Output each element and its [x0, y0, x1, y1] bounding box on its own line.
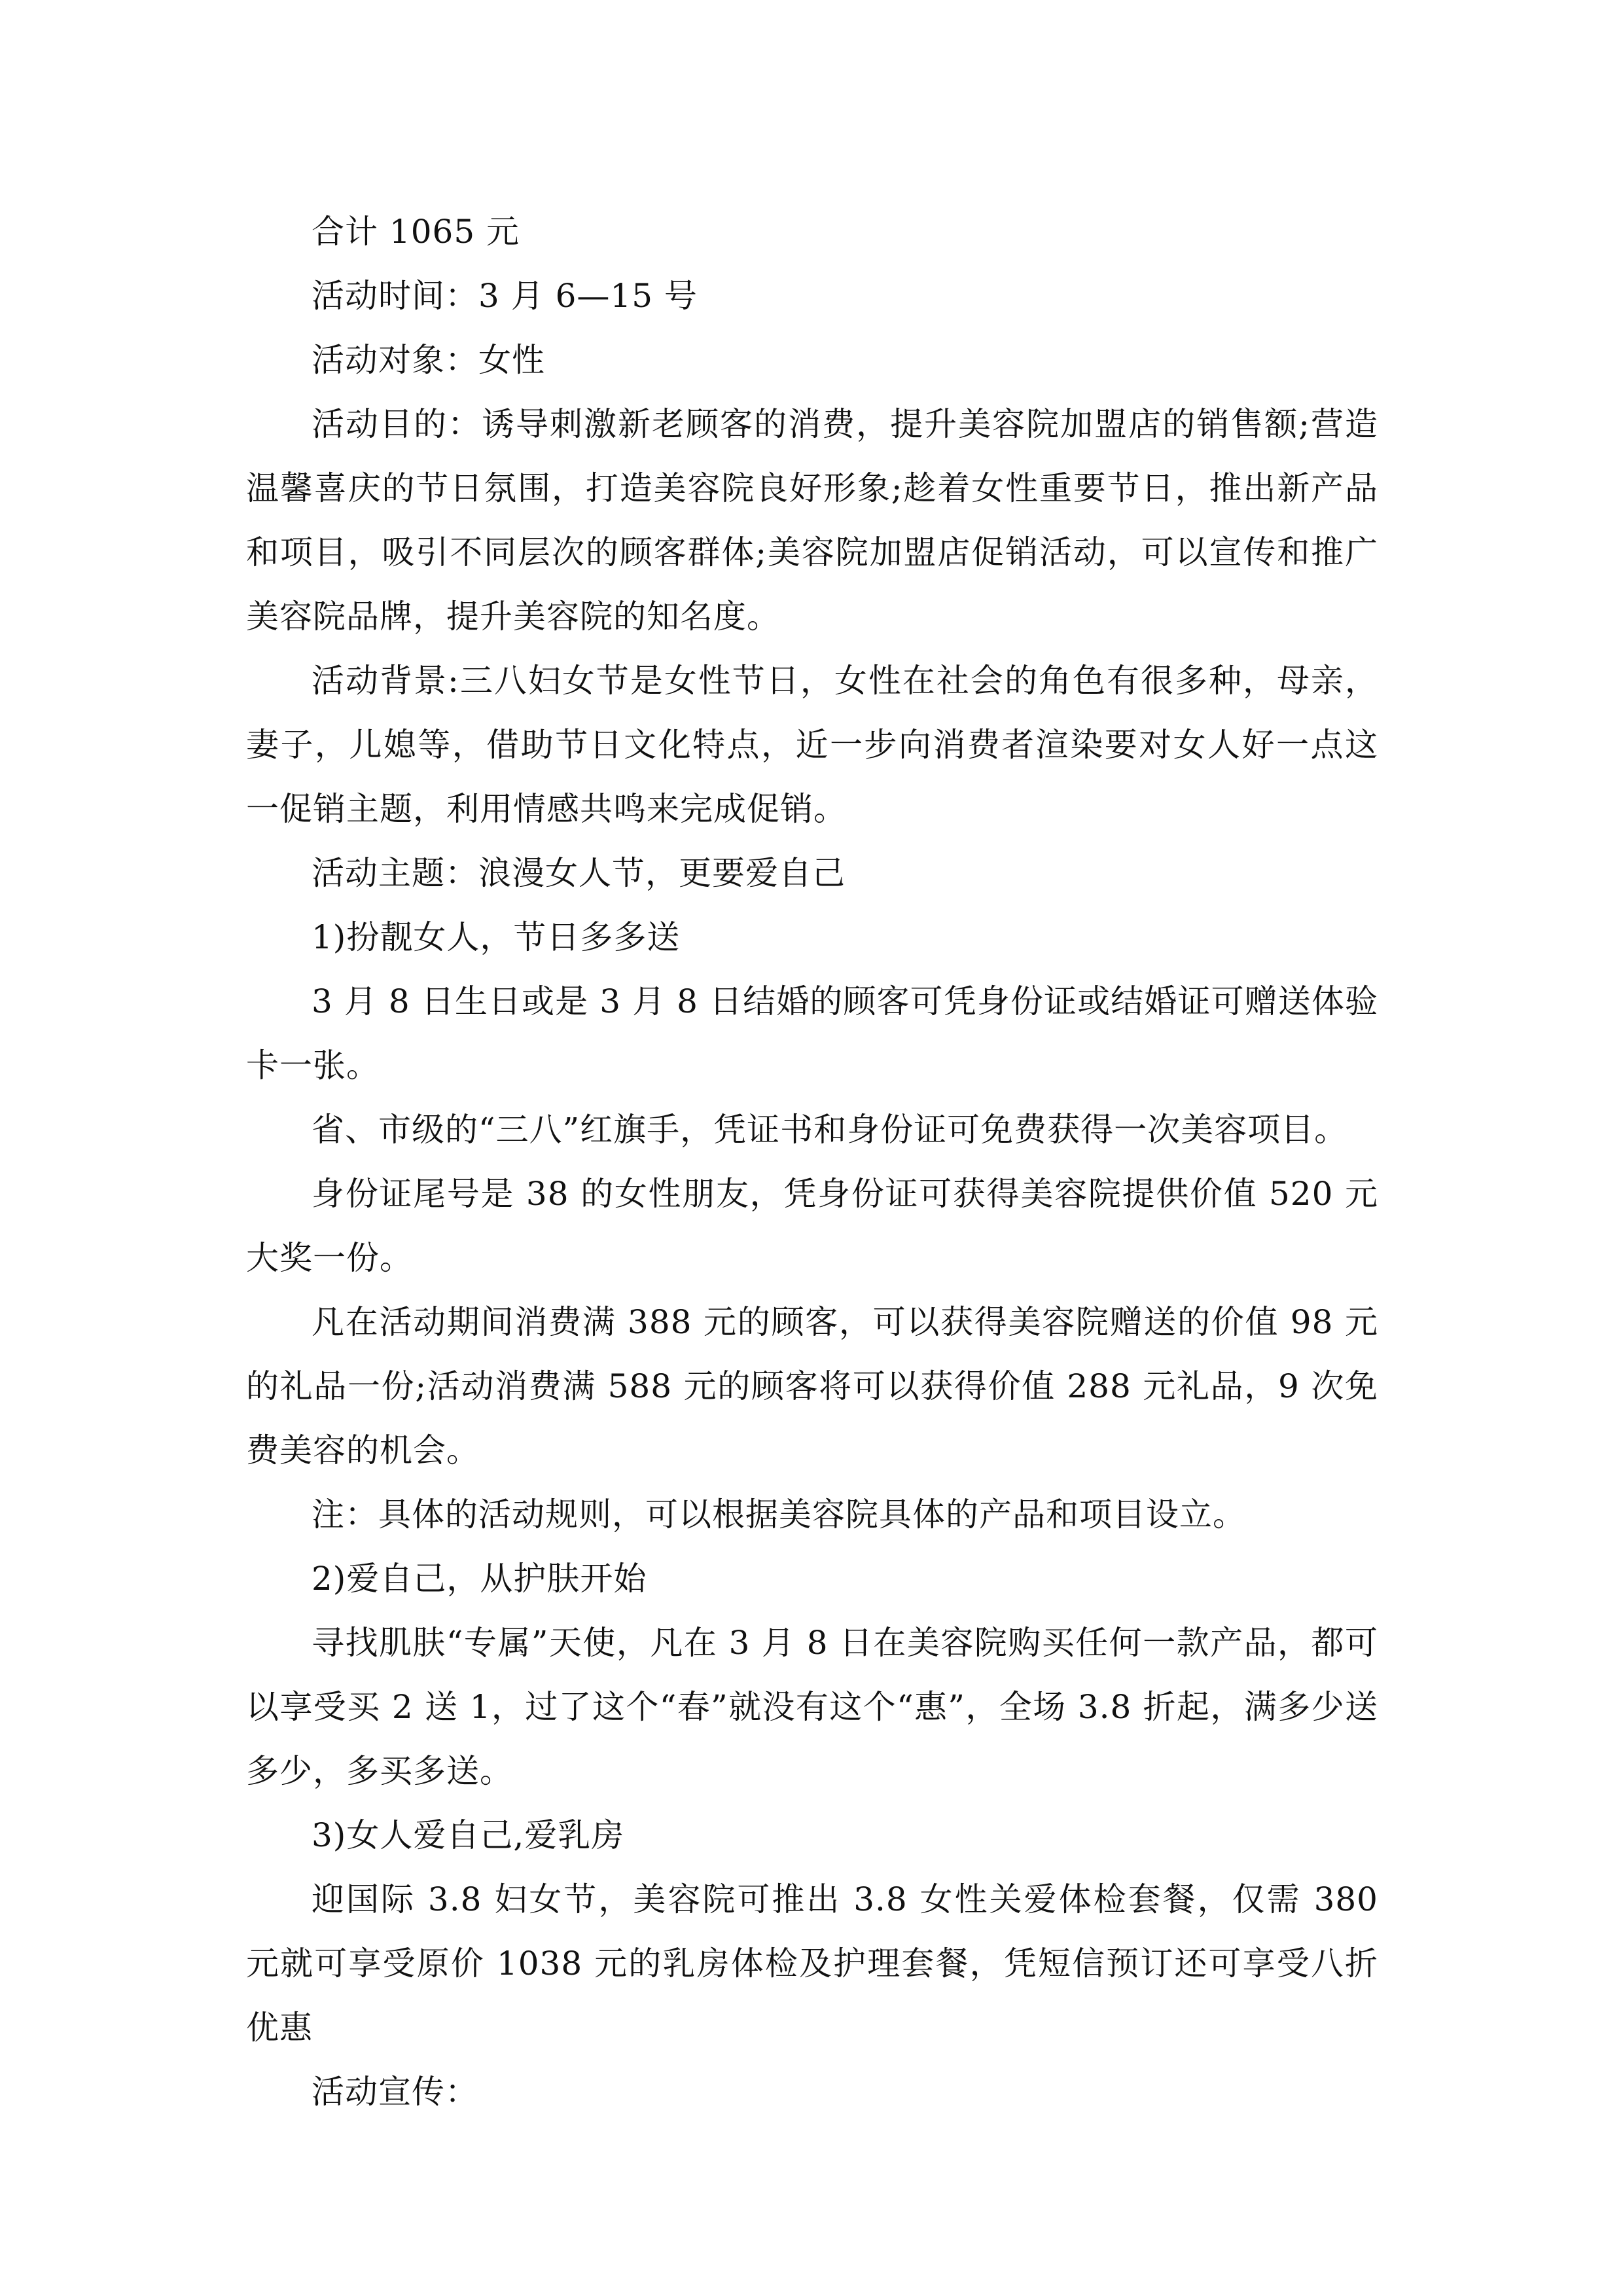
paragraph: 迎国际 3.8 妇女节，美容院可推出 3.8 女性关爱体检套餐，仅需 380 元就可享受原价 1038 元的乳房体检及护理套餐，凭短信预订还可享受八折优惠 [246, 1880, 1378, 2047]
document-body [246, 200, 1378, 2124]
paragraph: 省、市级的“三八”红旗手，凭证书和身份证可免费获得一次美容项目。 [312, 1111, 1348, 1149]
activity-background: 活动背景:三八妇女节是女性节日，女性在社会的角色有很多种，母亲，妻子，儿媳等，借助节日文化特点，近一步向消费者渲染要对女人好一点这一促销主题，利用情感共鸣来完成促销。 [246, 662, 1378, 828]
activity-promotion: 活动宣传： [312, 2073, 478, 2111]
section-heading-3: 3)女人爱自己,爱乳房 [312, 1816, 625, 1854]
activity-target: 活动对象：女性 [312, 341, 545, 379]
section-heading-1: 1)扮靓女人，节日多多送 [312, 918, 681, 956]
paragraph: 寻找肌肤“专属”天使，凡在 3 月 8 日在美容院购买任何一款产品，都可以享受买 2 送 1，过了这个“春”就没有这个“惠”，全场 3.8 折起，满多少送多少，多买多送。 [246, 1624, 1378, 1790]
paragraph: 3 月 8 日生日或是 3 月 8 日结婚的顾客可凭身份证或结婚证可赠送体验卡一张。 [246, 982, 1378, 1085]
activity-time: 活动时间：3 月 6—15 号 [312, 277, 698, 315]
activity-theme: 活动主题：浪漫女人节，更要爱自己 [312, 854, 846, 892]
note: 注：具体的活动规则，可以根据美容院具体的产品和项目设立。 [312, 1496, 1246, 1534]
paragraph: 凡在活动期间消费满 388 元的顾客，可以获得美容院赠送的价值 98 元的礼品一份;活动消费满 588 元的顾客将可以获得价值 288 元礼品，9 次免费美容的机会。 [246, 1303, 1378, 1469]
activity-purpose: 活动目的：诱导刺激新老顾客的消费，提升美容院加盟店的销售额;营造温馨喜庆的节日氛围，打造美容院良好形象;趁着女性重要节日，推出新产品和项目，吸引不同层次的顾客群体;美容院加盟店促销活动，可以宣传和推广美容院品牌，提升美容院的知名度。 [246, 405, 1378, 636]
section-heading-2: 2)爱自己，从护肤开始 [312, 1560, 647, 1598]
paragraph: 身份证尾号是 38 的女性朋友，凭身份证可获得美容院提供价值 520 元大奖一份。 [246, 1175, 1378, 1277]
total-line: 合计 1065 元 [312, 213, 520, 251]
